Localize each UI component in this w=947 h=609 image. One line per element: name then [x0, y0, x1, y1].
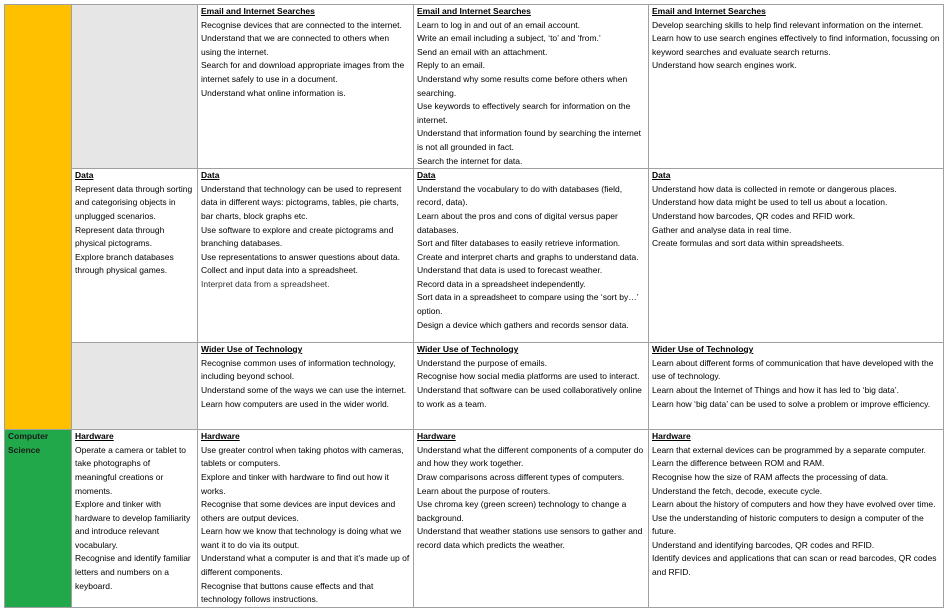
objective: Understand what a computer is and that it’s made up of different components.: [201, 553, 410, 578]
objective: Learn how to use search engines effectively to find information, focussing on keyword searches and evaluate search returns.: [652, 33, 940, 57]
cell-data-y3: [649, 169, 944, 343]
objective: Design a device which gathers and records sensor data.: [417, 319, 629, 330]
cell-heading: Wider Use of Technology: [201, 344, 303, 355]
objective: Understand what the different components of a computer do and how they work together.: [417, 444, 644, 469]
objective: Search the internet for data.: [417, 155, 523, 166]
cell-heading: Hardware: [201, 431, 240, 442]
cell-heading: Hardware: [75, 431, 114, 442]
objective: Understand what online information is.: [201, 87, 346, 98]
empty-cell: [72, 343, 198, 430]
cell-heading: Hardware: [417, 431, 456, 442]
objective: Understand the fetch, decode, execute cycle.: [652, 485, 823, 496]
objective: Learn about the pros and cons of digital versus paper databases.: [417, 210, 618, 235]
cell-email-y1: [198, 5, 414, 169]
objective: Explore and tinker with hardware to find out how it works.: [201, 471, 390, 496]
cell-wider-y2: [414, 343, 649, 430]
objective: Recognise how social media platforms are used to interact.: [417, 371, 640, 382]
objective: Understand how search engines work.: [652, 60, 797, 71]
empty-cell: [72, 5, 198, 169]
objective: Understand that weather stations use sensors to gather and record data which predicts the weather.: [417, 526, 643, 550]
objective: Understand how data is collected in remote or dangerous places.: [652, 183, 897, 194]
objective: Sort and filter databases to easily retrieve information.: [417, 238, 621, 249]
cell-email-y2: [414, 5, 649, 169]
objective: Use representations to answer questions about data.: [201, 251, 400, 262]
cell-heading: Data: [417, 170, 436, 181]
objective: Develop searching skills to help find relevant information on the internet.: [652, 19, 924, 30]
objective: Recognise how the size of RAM affects the processing of data.: [652, 471, 889, 482]
cell-data-y2: [414, 169, 649, 343]
objective: Understand that data is used to forecast weather.: [417, 265, 603, 276]
cell-hardware-y3: [649, 430, 944, 608]
cell-heading: Data: [75, 170, 94, 181]
objective: Recognise common uses of information technology, including beyond school.: [201, 357, 396, 382]
objective: Understand that information found by searching the internet is not all grounded in fact.: [417, 128, 641, 152]
cell-data-ey: [72, 169, 198, 343]
objective: Explore and tinker with hardware to develop familiarity and introduce relevant vocabulary.: [75, 499, 191, 550]
objective: Learn about different forms of communication that have developed with the use of technology.: [652, 357, 934, 382]
objective: Understand and identifying barcodes, QR codes and RFID.: [652, 539, 875, 550]
strand-cell-computer-science: [5, 430, 72, 608]
objective: Write an email including a subject, ‘to’ and ‘from.’: [417, 33, 601, 44]
objective: Recognise and identify familiar letters and numbers on a keyboard.: [75, 553, 191, 591]
objective: Create formulas and sort data within spreadsheets.: [652, 238, 845, 249]
cell-wider-y1: [198, 343, 414, 430]
cell-heading: Email and Internet Searches: [417, 6, 531, 16]
objective: Use greater control when taking photos with cameras, tablets or computers.: [201, 444, 404, 469]
objective: Collect and input data into a spreadsheet.: [201, 265, 358, 276]
objective: Interpret data from a spreadsheet.: [201, 278, 330, 289]
objective: Recognise that some devices are input devices and others are output devices.: [201, 499, 396, 523]
objective: Understand that we are connected to others when using the internet.: [201, 33, 390, 57]
objective: Represent data through physical pictograms.: [75, 224, 165, 249]
cell-email-y3: [649, 5, 944, 169]
objective: Search for and download appropriate images from the internet safely to use in a document.: [201, 60, 405, 84]
row-wider-use: [5, 343, 944, 430]
objective: Draw comparisons across different types of computers.: [417, 471, 625, 482]
objective: Operate a camera or tablet to take photographs of meaningful creations or moments.: [75, 444, 187, 496]
objective: Learn about the Internet of Things and how it has led to ‘big data’.: [652, 384, 899, 395]
cell-heading: Email and Internet Searches: [201, 6, 315, 16]
cell-heading: Data: [652, 170, 671, 181]
objective: Use software to explore and create pictograms and branching databases.: [201, 224, 394, 249]
objective: Learn how we know that technology is doing what we want it to do via its output.: [201, 526, 402, 550]
objective: Understand that technology can be used to represent data in different ways: pictograms, tables, pie charts, bar charts, block graphs etc.: [201, 183, 402, 221]
row-data: [5, 169, 944, 343]
cell-heading: Email and Internet Searches: [652, 6, 766, 16]
objective: Use keywords to effectively search for information on the internet.: [417, 101, 631, 125]
cell-hardware-y1: [198, 430, 414, 608]
objective: Learn the difference between ROM and RAM.: [652, 458, 825, 469]
row-email-internet: [5, 5, 944, 169]
objective: Identify devices and applications that can scan or read barcodes, QR codes and RFID.: [652, 553, 937, 578]
objective: Learn about the purpose of routers.: [417, 485, 551, 496]
cell-heading: Wider Use of Technology: [652, 344, 754, 355]
objective: Understand the vocabulary to do with databases (field, record, data).: [417, 183, 623, 208]
objective: Create and interpret charts and graphs to understand data.: [417, 251, 639, 262]
cell-wider-y3: [649, 343, 944, 430]
curriculum-table: [4, 4, 944, 608]
cell-hardware-ey: [72, 430, 198, 608]
objective: Learn how computers are used in the wider world.: [201, 398, 390, 409]
objective: Record data in a spreadsheet independently.: [417, 278, 586, 289]
cell-data-y1: [198, 169, 414, 343]
objective: Understand the purpose of emails.: [417, 357, 547, 368]
strand-label: Computer Science: [8, 431, 49, 455]
objective: Understand that software can be used collaboratively online to work as a team.: [417, 384, 642, 409]
objective: Use chroma key (green screen) technology to change a background.: [417, 499, 627, 523]
objective: Understand some of the ways we can use the internet.: [201, 384, 407, 395]
objective: Recognise devices that are connected to the internet.: [201, 19, 402, 30]
objective: Explore branch databases through physical games.: [75, 251, 174, 276]
objective: Gather and analyse data in real time.: [652, 224, 792, 235]
cell-hardware-y2: [414, 430, 649, 608]
cell-heading: Data: [201, 170, 220, 181]
objective: Understand why some results come before others when searching.: [417, 73, 628, 98]
objective: Reply to an email.: [417, 60, 486, 71]
strand-cell-yellow: [5, 5, 72, 430]
objective: Send an email with an attachment.: [417, 46, 548, 57]
objective: Represent data through sorting and categorising objects in unplugged scenarios.: [75, 183, 193, 221]
objective: Learn about the history of computers and how they have evolved over time.: [652, 499, 936, 510]
objective: Learn to log in and out of an email account.: [417, 19, 581, 30]
cell-heading: Hardware: [652, 431, 691, 442]
objective: Use the understanding of historic computers to design a computer of the future.: [652, 512, 924, 537]
objective: Sort data in a spreadsheet to compare using the ‘sort by…’ option.: [417, 292, 639, 317]
objective: Learn how ‘big data’ can be used to solve a problem or improve efficiency.: [652, 398, 931, 409]
objective: Recognise that buttons cause effects and that technology follows instructions.: [201, 580, 374, 605]
cell-heading: Wider Use of Technology: [417, 344, 519, 355]
row-hardware: [5, 430, 944, 608]
objective: Learn that external devices can be programmed by a separate computer.: [652, 444, 927, 455]
objective: Understand how data might be used to tell us about a location.: [652, 197, 888, 208]
objective: Understand how barcodes, QR codes and RFID work.: [652, 210, 856, 221]
